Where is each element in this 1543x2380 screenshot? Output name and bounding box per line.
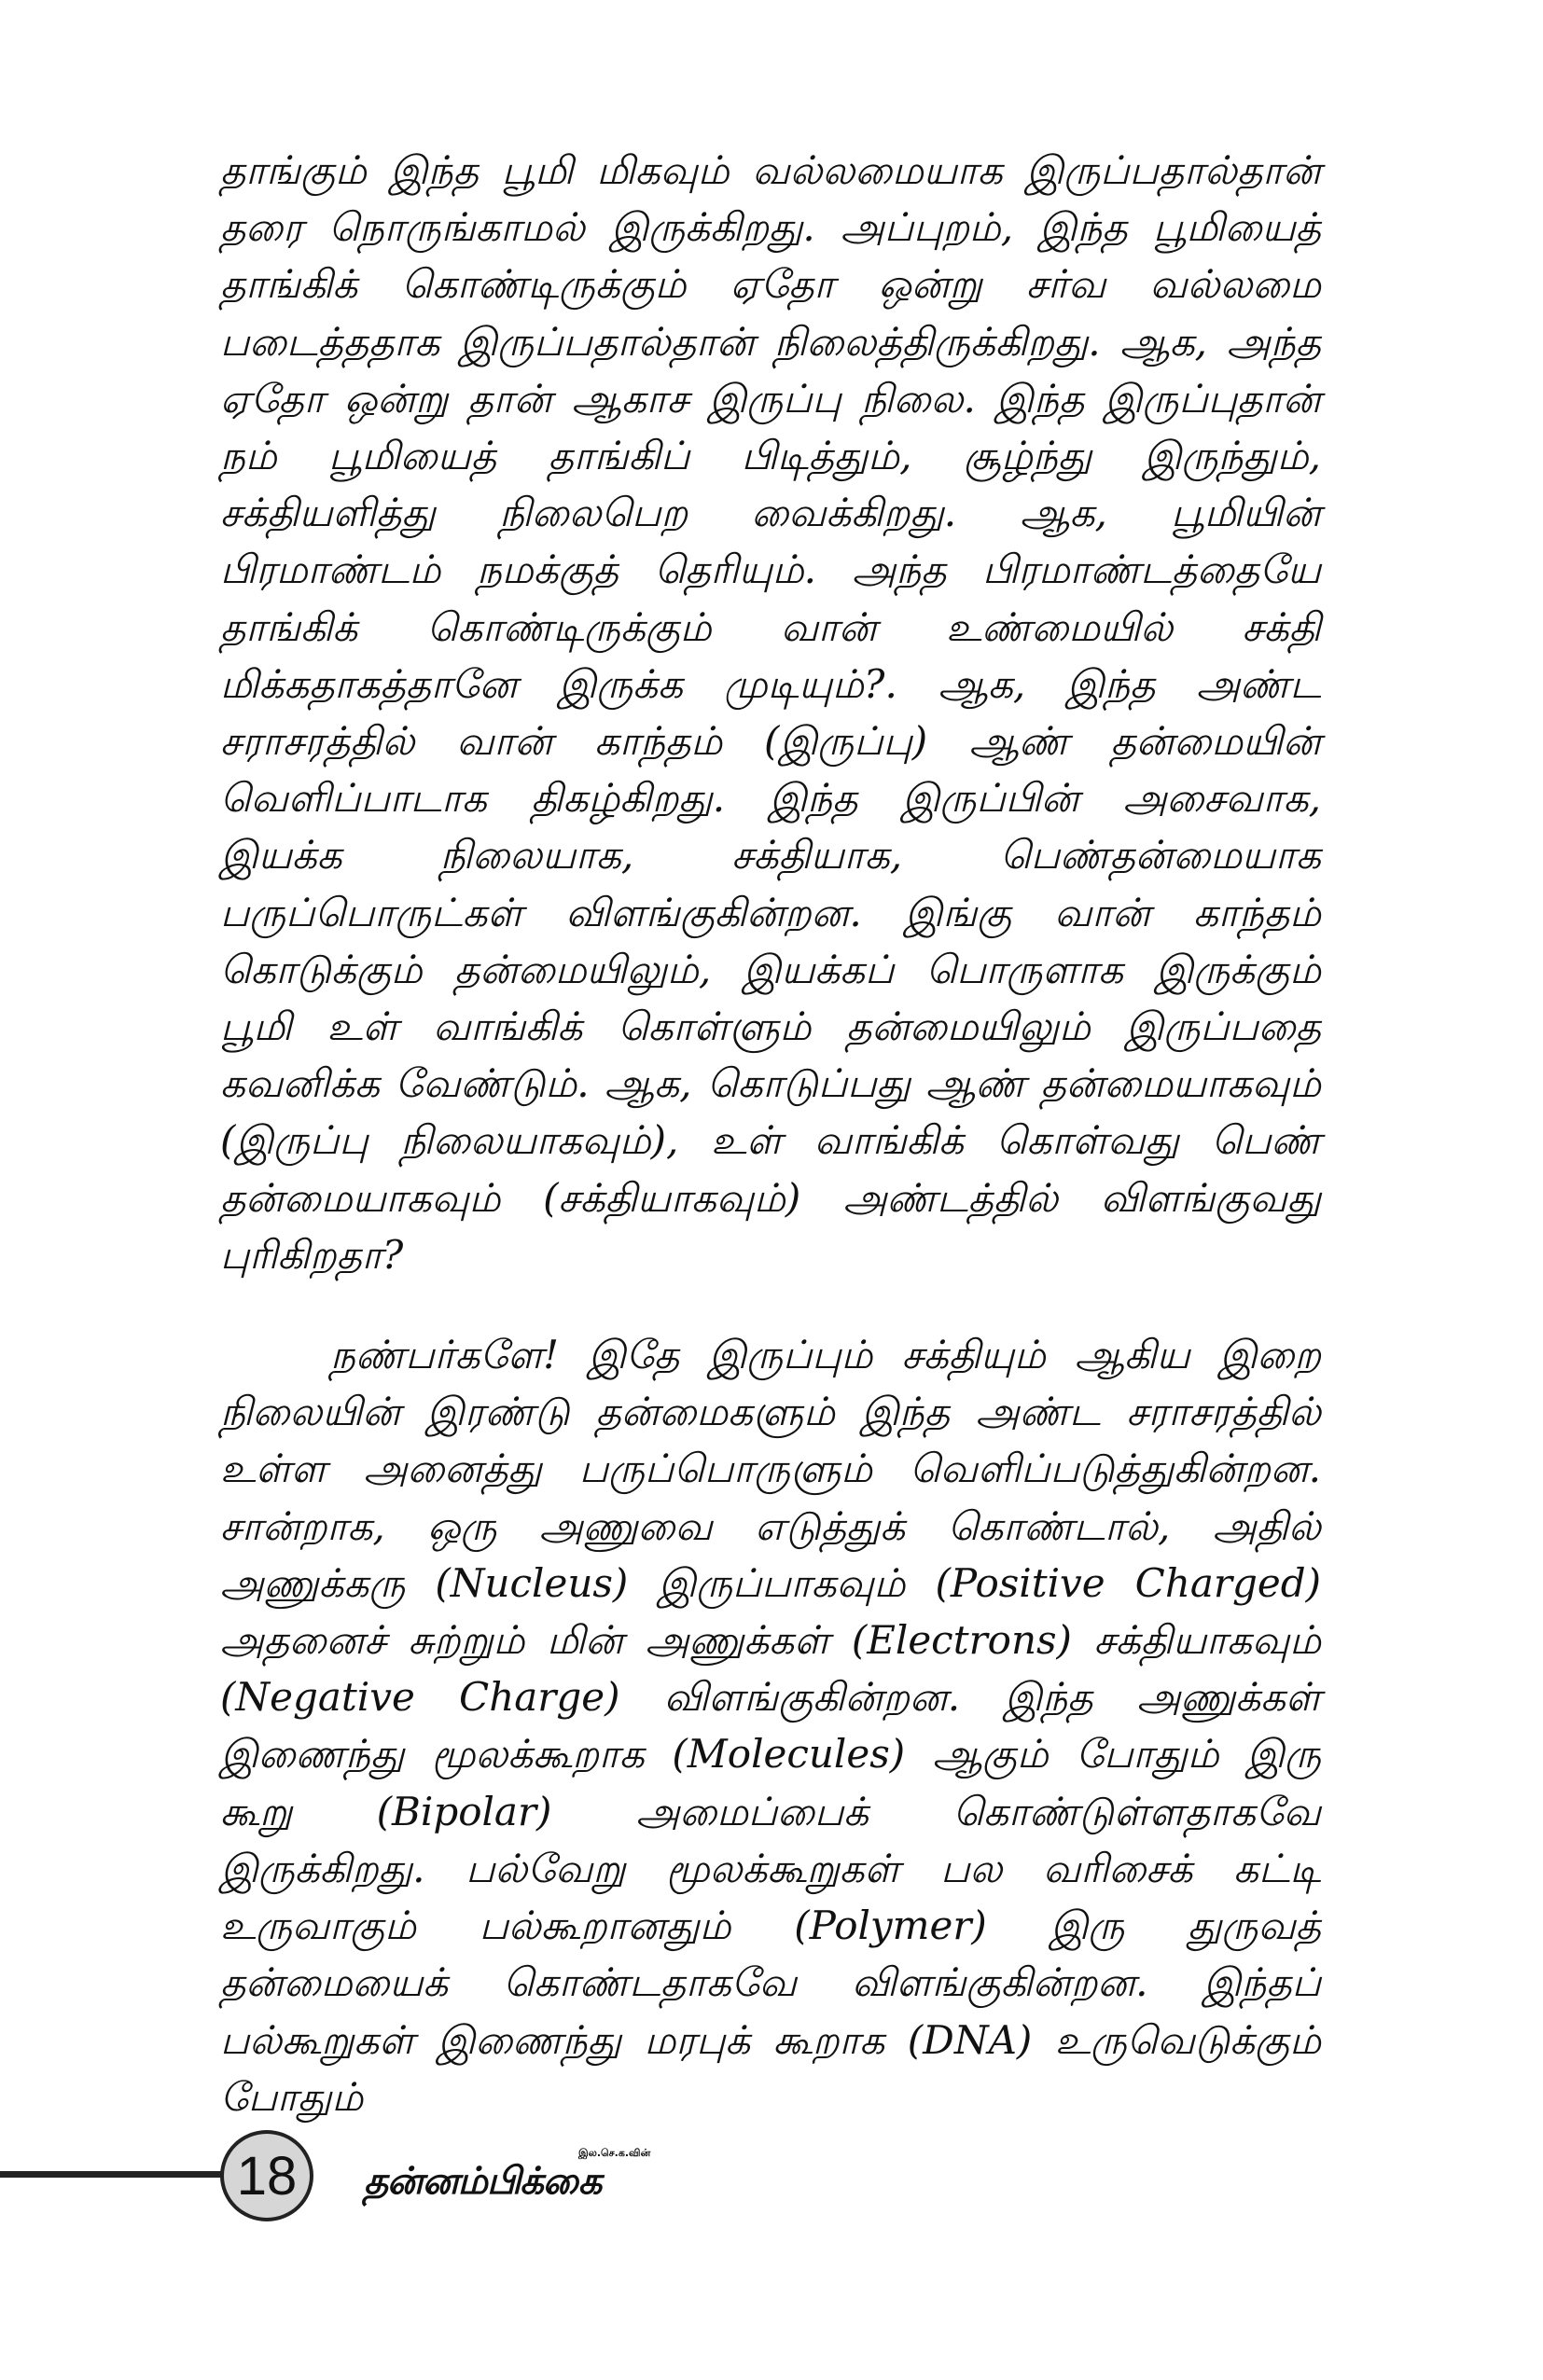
footer-rule [0, 2171, 229, 2178]
paragraph-2: நண்பர்களே! இதே இருப்பும் சக்தியும் ஆகிய இறை நிலையின் இரண்டு தன்மைகளும் இந்த அண்ட சராசரத்தில் உள்ள அனைத்து பருப்பொருளும் வெளிப்படுத்துகின்றன. சான்றாக, ஒரு அணுவை எடுத்துக் கொண்டால், அதில் அணுக்கரு (Nucleus) இருப்பாகவும் (Positive Charged) அதனைச் சுற்றும் மின் அணுக்கள் (Electrons) சக்தியாகவும் (Negative Charge) விளங்குகின்றன. இந்த அணுக்கள் இணைந்து மூலக்கூறாக (Molecules) ஆகும் போதும் இரு கூறு (Bipolar) அமைப்பைக் கொண்டுள்ளதாகவே இருக்கிறது. பல்வேறு மூலக்கூறுகள் பல வரிசைக் கட்டி உருவாகும் பல்கூறானதும் (Polymer) இரு துருவத் தன்மையைக் கொண்டதாகவே விளங்குகின்றன. இந்தப் பல்கூறுகள் இணைந்து மரபுக் கூறாக (DNA) உருவெடுக்கும் போதும் [220, 1332, 1321, 2120]
page-number: 18 [236, 2145, 298, 2207]
paragraph-1: தாங்கும் இந்த பூமி மிகவும் வல்லமையாக இருப்பதால்தான் தரை நொருங்காமல் இருக்கிறது. அப்புறம், இந்த பூமியைத் தாங்கிக் கொண்டிருக்கும் ஏதோ ஒன்று சர்வ வல்லமை படைத்ததாக இருப்பதால்தான் நிலைத்திருக்கிறது. ஆக, அந்த ஏதோ ஒன்று தான் ஆகாச இருப்பு நிலை. இந்த இருப்புதான் நம் பூமியைத் தாங்கிப் பிடித்தும், சூழ்ந்து இருந்தும், சக்தியளித்து நிலைபெற வைக்கிறது. ஆக, பூமியின் பிரமாண்டம் நமக்குத் தெரியும். அந்த பிரமாண்டத்தையே தாங்கிக் கொண்டிருக்கும் வான் உண்மையில் சக்தி மிக்கதாகத்தானே இருக்க முடியும்?. ஆக, இந்த அண்ட சராசரத்தில் வான் காந்தம் (இருப்பு) ஆண் தன்மையின் வெளிப்பாடாக திகழ்கிறது. இந்த இருப்பின் அசைவாக, இயக்க நிலையாக, சக்தியாக, பெண்தன்மையாக பருப்பொருட்கள் விளங்குகின்றன. இங்கு வான் காந்தம் கொடுக்கும் தன்மையிலும், இயக்கப் பொருளாக இருக்கும் பூமி உள் வாங்கிக் கொள்ளும் தன்மையிலும் இருப்பதை கவனிக்க வேண்டும். ஆக, கொடுப்பது ஆண் தன்மையாகவும் (இருப்பு நிலையாகவும்), உள் வாங்கிக் கொள்வது பெண் தன்மையாகவும் (சக்தியாகவும்) அண்டத்தில் விளங்குவது புரிகிறதா? [220, 147, 1321, 1278]
page-footer [0, 2126, 1543, 2229]
magazine-logo [364, 2147, 662, 2212]
page-number-badge [220, 2130, 313, 2221]
page-body [220, 142, 1321, 2125]
magazine-logo-name: தன்னம்பிக்கை [364, 2160, 602, 2203]
magazine-logo-subtitle: இல.செ.க.வின் [578, 2147, 651, 2159]
